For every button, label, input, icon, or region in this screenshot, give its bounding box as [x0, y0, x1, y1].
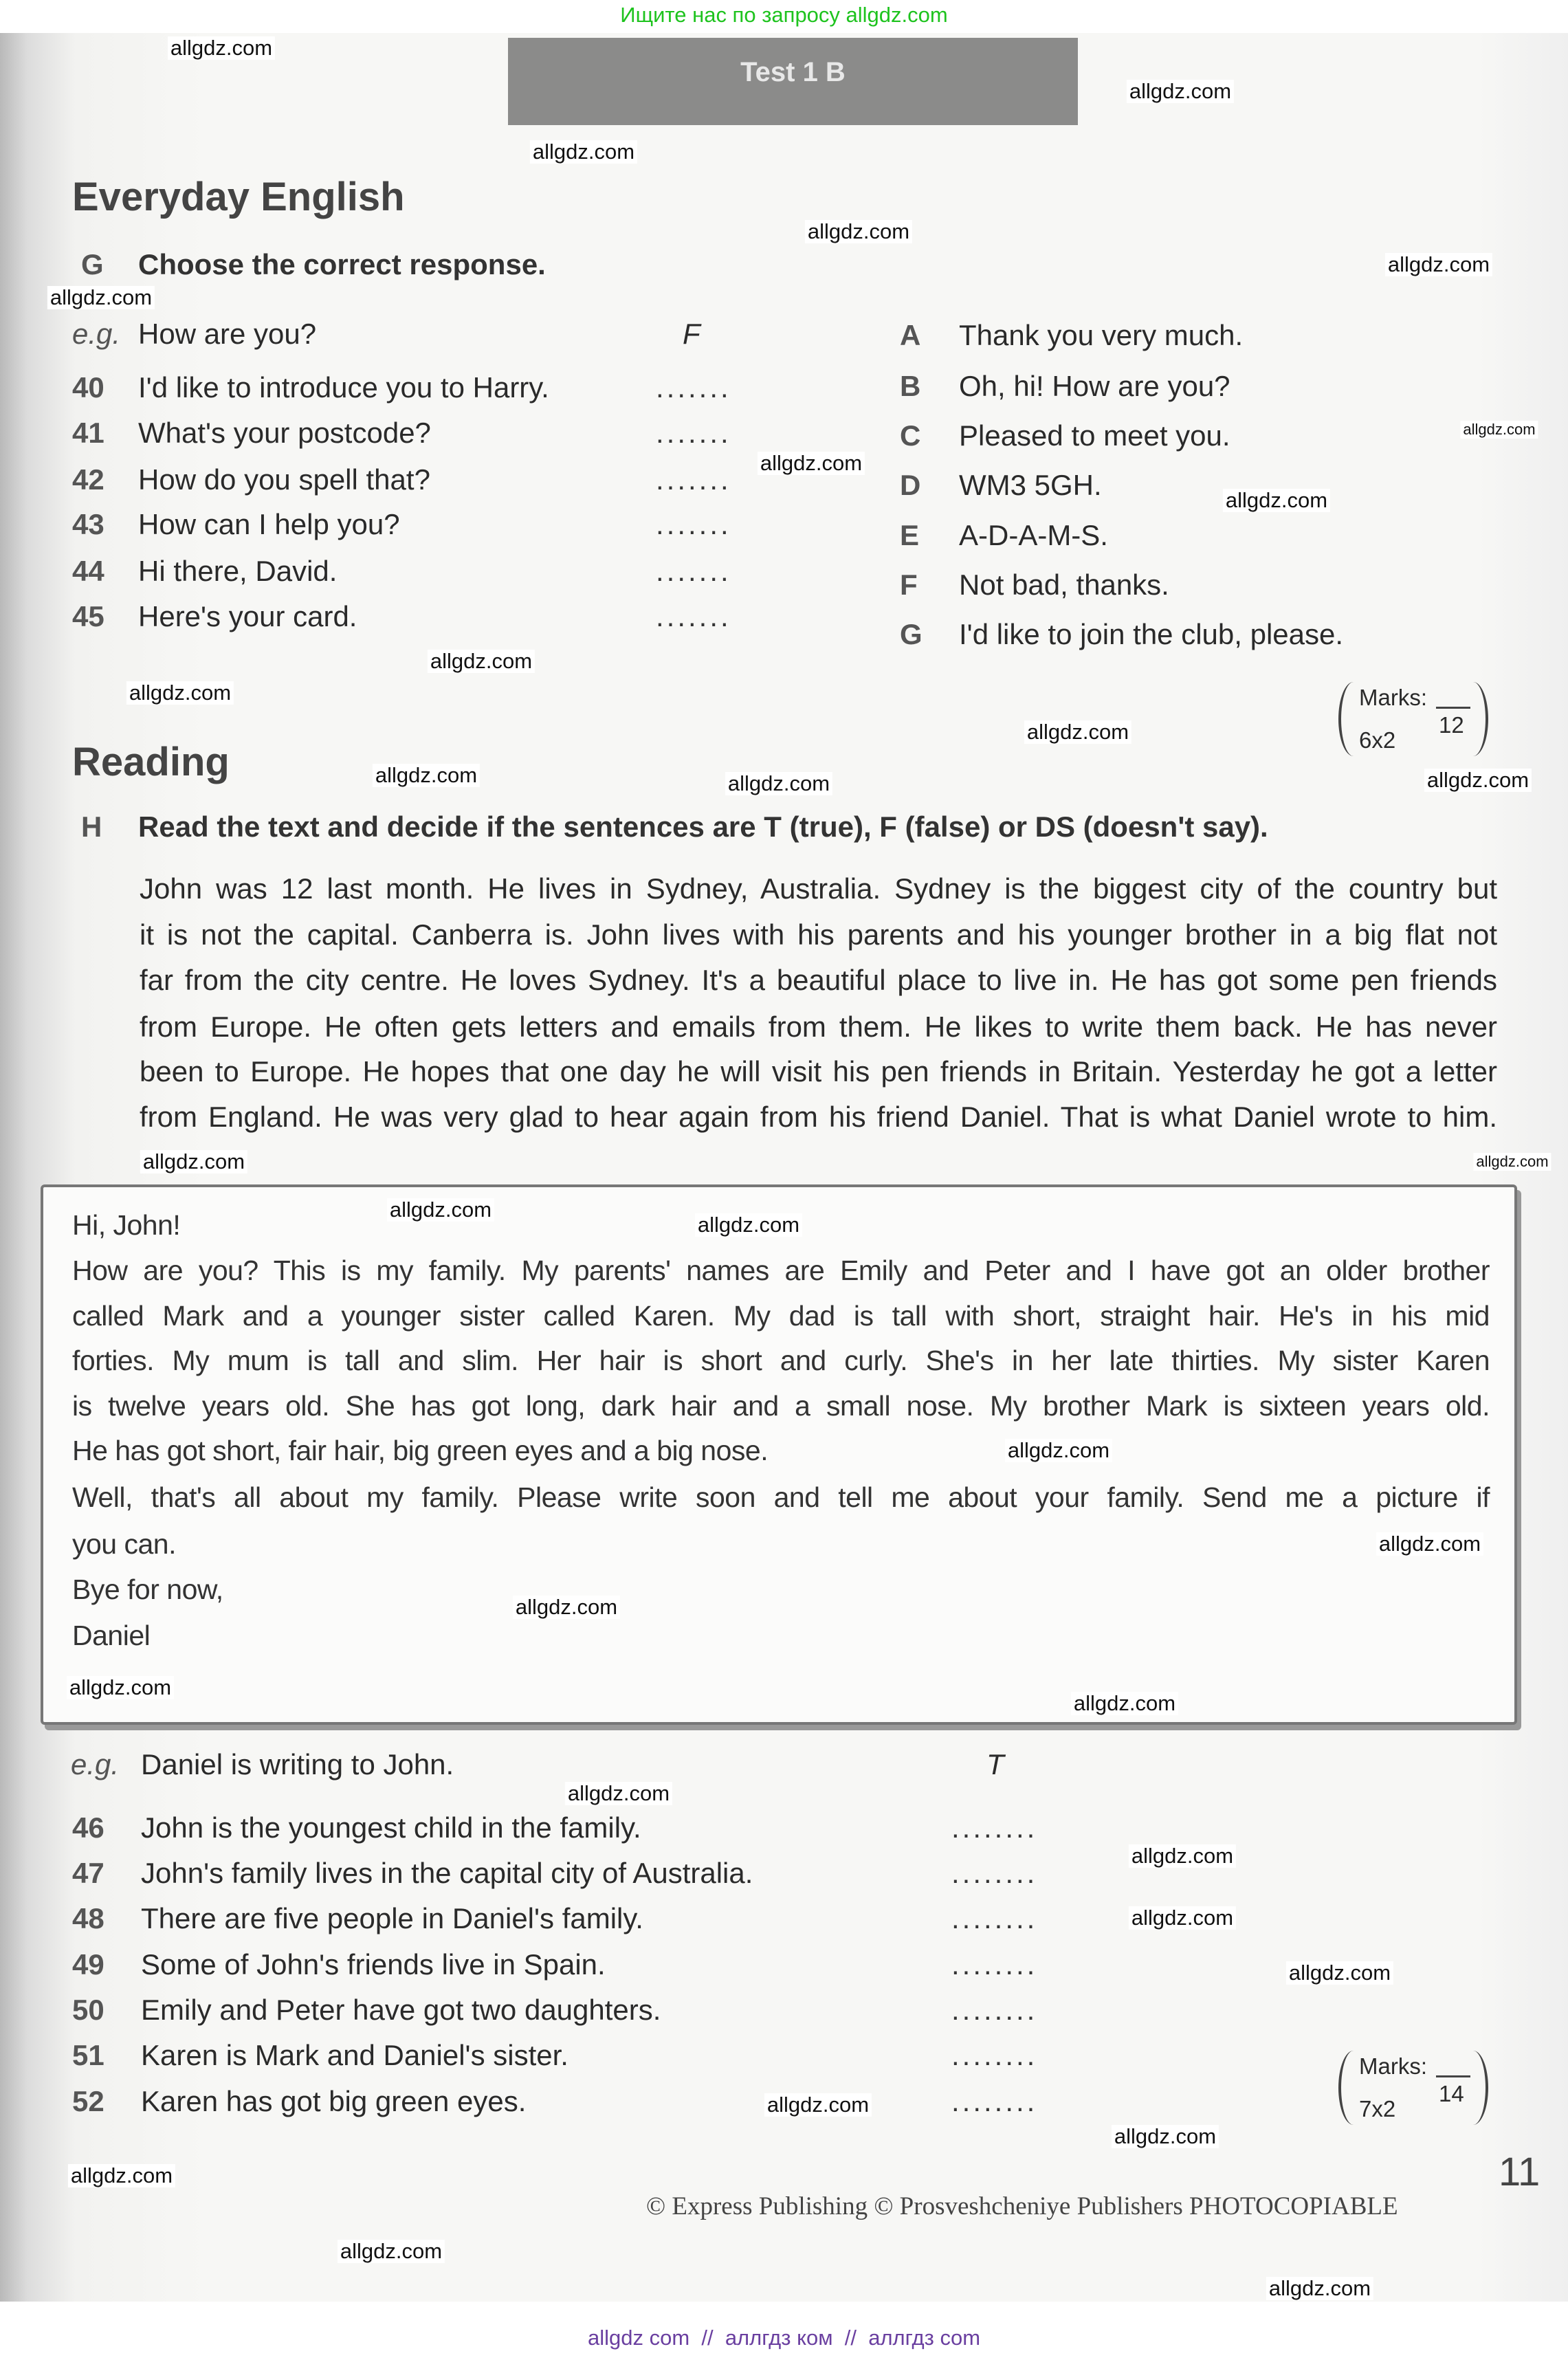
- answer-blank[interactable]: .......: [656, 463, 731, 496]
- answer-blank[interactable]: .......: [656, 600, 731, 632]
- paragraph-line: been to Europe. He hopes that one day he will visit his pen friends in Britain. Yesterday he got a letter: [140, 1055, 1497, 1088]
- item-text: Karen has got big green eyes.: [141, 2085, 527, 2117]
- letter-line: Hi, John!: [72, 1209, 181, 1241]
- option-text: Thank you very much.: [959, 319, 1244, 351]
- item-text: What's your postcode?: [138, 417, 431, 449]
- item-text: Some of John's friends live in Spain.: [141, 1948, 606, 1981]
- letter-line: you can.: [72, 1528, 176, 1560]
- option-letter: F: [900, 569, 918, 601]
- answer-blank[interactable]: ........: [951, 1948, 1038, 1981]
- example-answer: F: [683, 318, 700, 350]
- watermark: allgdz.com: [1129, 1906, 1236, 1930]
- item-text: Karen is Mark and Daniel's sister.: [141, 2039, 568, 2071]
- watermark: allgdz.com: [428, 650, 535, 673]
- option-text: WM3 5GH.: [959, 469, 1102, 501]
- watermark: allgdz.com: [140, 1150, 247, 1173]
- item-text: Emily and Peter have got two daughters.: [141, 1994, 661, 2026]
- answer-blank[interactable]: ........: [951, 2085, 1038, 2117]
- left-paren-icon: [1338, 682, 1354, 756]
- example-answer: T: [986, 1748, 1004, 1780]
- option-letter: C: [900, 419, 921, 452]
- letter-line: Well, that's all about my family. Please write soon and tell me about your family. Send me a picture if: [72, 1481, 1490, 1513]
- item-number: 47: [72, 1857, 104, 1889]
- option-text: Not bad, thanks.: [959, 569, 1169, 601]
- marks-box-h: [1338, 2048, 1488, 2128]
- answer-blank[interactable]: ........: [951, 1994, 1038, 2026]
- watermark: allgdz.com: [373, 764, 480, 787]
- section-heading-everyday-english: Everyday English: [72, 175, 405, 219]
- answer-blank[interactable]: .......: [656, 371, 731, 404]
- example-label: e.g.: [71, 1748, 120, 1780]
- item-number: 44: [72, 555, 104, 587]
- marks-total: 12: [1439, 712, 1464, 738]
- item-number: 40: [72, 371, 104, 404]
- option-letter: E: [900, 519, 920, 551]
- paragraph-line: from Europe. He often gets letters and emails from them. He likes to write them back. He has never: [140, 1011, 1497, 1043]
- watermark: allgdz.com: [565, 1782, 672, 1805]
- marks-score-line[interactable]: [1436, 707, 1470, 709]
- item-number: 46: [72, 1811, 104, 1844]
- paragraph-line: John was 12 last month. He lives in Sydney, Australia. Sydney is the biggest city of the country but: [140, 872, 1497, 905]
- answer-blank[interactable]: ........: [951, 1857, 1038, 1889]
- watermark: allgdz.com: [1385, 253, 1492, 276]
- watermark: allgdz.com: [1005, 1439, 1112, 1462]
- item-text: There are five people in Daniel's family.: [141, 1902, 643, 1934]
- watermark: allgdz.com: [1129, 1844, 1236, 1868]
- option-letter: B: [900, 370, 921, 402]
- paragraph-line: it is not the capital. Canberra is. John lives with his parents and his younger brother in a big flat not: [140, 918, 1497, 951]
- watermark: allgdz.com: [1286, 1961, 1393, 1985]
- watermark: allgdz.com: [68, 2164, 175, 2187]
- watermark: allgdz.com: [1473, 1153, 1551, 1171]
- right-paren-icon: [1473, 682, 1488, 756]
- letter-line: forties. My mum is tall and slim. Her hair is short and curly. She's in her late thirties. My sister Karen: [72, 1345, 1490, 1376]
- watermark: allgdz.com: [1112, 2125, 1219, 2148]
- test-title-box: [508, 38, 1078, 125]
- watermark: allgdz.com: [805, 220, 912, 243]
- paragraph-line: far from the city centre. He loves Sydney. It's a beautiful place to live in. He has got some pen friends: [140, 964, 1497, 996]
- watermark: allgdz.com: [764, 2093, 872, 2117]
- task-instruction-g: Choose the correct response.: [138, 248, 546, 280]
- section-heading-reading: Reading: [72, 740, 230, 784]
- item-text: Here's your card.: [138, 600, 357, 632]
- item-number: 51: [72, 2039, 104, 2071]
- item-number: 45: [72, 600, 104, 632]
- item-number: 50: [72, 1994, 104, 2026]
- task-letter-g: G: [81, 248, 104, 280]
- marks-label: Marks:: [1359, 685, 1427, 710]
- example-label: e.g.: [72, 318, 121, 350]
- watermark: allgdz.com: [1223, 489, 1330, 512]
- watermark: allgdz.com: [725, 772, 832, 795]
- item-number: 52: [72, 2085, 104, 2117]
- marks-score-line[interactable]: [1436, 2075, 1470, 2077]
- option-letter: G: [900, 618, 923, 650]
- answer-blank[interactable]: ........: [951, 2039, 1038, 2071]
- answer-blank[interactable]: ........: [951, 1902, 1038, 1934]
- right-paren-icon: [1473, 2051, 1488, 2125]
- item-number: 42: [72, 463, 104, 496]
- watermark: allgdz.com: [47, 286, 155, 309]
- watermark: allgdz.com: [1127, 80, 1234, 103]
- item-text: How can I help you?: [138, 508, 400, 540]
- bottom-banner[interactable]: allgdz com // аллгдз ком // аллгдз com: [587, 2326, 981, 2350]
- copyright-footer: © Express Publishing © Prosveshcheniye Publishers PHOTOCOPIABLE: [646, 2192, 1398, 2220]
- option-text: A-D-A-M-S.: [959, 519, 1108, 551]
- task-instruction-h: Read the text and decide if the sentences are T (true), F (false) or DS (doesn't say).: [138, 810, 1268, 843]
- watermark: allgdz.com: [530, 140, 637, 164]
- letter-line: called Mark and a younger sister called Karen. My dad is tall with short, straight hair. He's in his mid: [72, 1300, 1490, 1332]
- watermark: allgdz.com: [1376, 1532, 1483, 1556]
- page-number: 11: [1499, 2150, 1541, 2194]
- watermark: allgdz.com: [1424, 769, 1532, 792]
- marks-label: Marks:: [1359, 2053, 1427, 2079]
- top-banner[interactable]: Ищите нас по запросу allgdz.com: [620, 3, 948, 27]
- watermark: allgdz.com: [67, 1676, 174, 1699]
- marks-total: 14: [1439, 2081, 1464, 2106]
- letter-line: How are you? This is my family. My parents' names are Emily and Peter and I have got an older brother: [72, 1255, 1490, 1286]
- left-paren-icon: [1338, 2051, 1354, 2125]
- watermark: allgdz.com: [1071, 1692, 1178, 1715]
- option-letter: A: [900, 319, 921, 351]
- watermark: allgdz.com: [126, 681, 234, 705]
- letter-line: Daniel: [72, 1620, 151, 1651]
- watermark: allgdz.com: [695, 1213, 802, 1237]
- watermark: allgdz.com: [168, 36, 275, 60]
- answer-blank[interactable]: .......: [656, 555, 731, 587]
- letter-line: Bye for now,: [72, 1574, 223, 1605]
- item-text: How do you spell that?: [138, 463, 430, 496]
- marks-box-g: [1338, 679, 1488, 759]
- letter-line: is twelve years old. She has got long, dark hair and a small nose. My brother Mark is sixteen years old.: [72, 1390, 1490, 1422]
- test-title: Test 1 B: [740, 57, 846, 87]
- item-number: 48: [72, 1902, 104, 1934]
- marks-calc: 6x2: [1359, 727, 1396, 753]
- paragraph-line: from England. He was very glad to hear again from his friend Daniel. That is what Daniel wrote to him.: [140, 1101, 1497, 1133]
- option-text: Pleased to meet you.: [959, 419, 1230, 452]
- watermark: allgdz.com: [1460, 421, 1538, 439]
- watermark: allgdz.com: [387, 1198, 494, 1222]
- watermark: allgdz.com: [1266, 2277, 1373, 2300]
- item-text: John is the youngest child in the family.: [141, 1811, 641, 1844]
- watermark: allgdz.com: [758, 452, 865, 475]
- answer-blank[interactable]: .......: [656, 508, 731, 540]
- item-text: Hi there, David.: [138, 555, 338, 587]
- option-text: I'd like to join the club, please.: [959, 618, 1344, 650]
- item-number: 49: [72, 1948, 104, 1981]
- example-question: How are you?: [138, 318, 317, 350]
- item-text: I'd like to introduce you to Harry.: [138, 371, 549, 404]
- letter-line: He has got short, fair hair, big green eyes and a big nose.: [72, 1435, 769, 1466]
- item-number: 41: [72, 417, 104, 449]
- watermark: allgdz.com: [338, 2240, 445, 2263]
- item-text: John's family lives in the capital city of Australia.: [141, 1857, 753, 1889]
- example-statement: Daniel is writing to John.: [141, 1748, 454, 1780]
- answer-blank[interactable]: ........: [951, 1811, 1038, 1844]
- answer-blank[interactable]: .......: [656, 417, 731, 449]
- item-number: 43: [72, 508, 104, 540]
- option-letter: D: [900, 469, 921, 501]
- watermark: allgdz.com: [513, 1596, 620, 1619]
- option-text: Oh, hi! How are you?: [959, 370, 1230, 402]
- task-letter-h: H: [81, 810, 102, 843]
- watermark: allgdz.com: [1024, 720, 1131, 744]
- marks-calc: 7x2: [1359, 2096, 1396, 2121]
